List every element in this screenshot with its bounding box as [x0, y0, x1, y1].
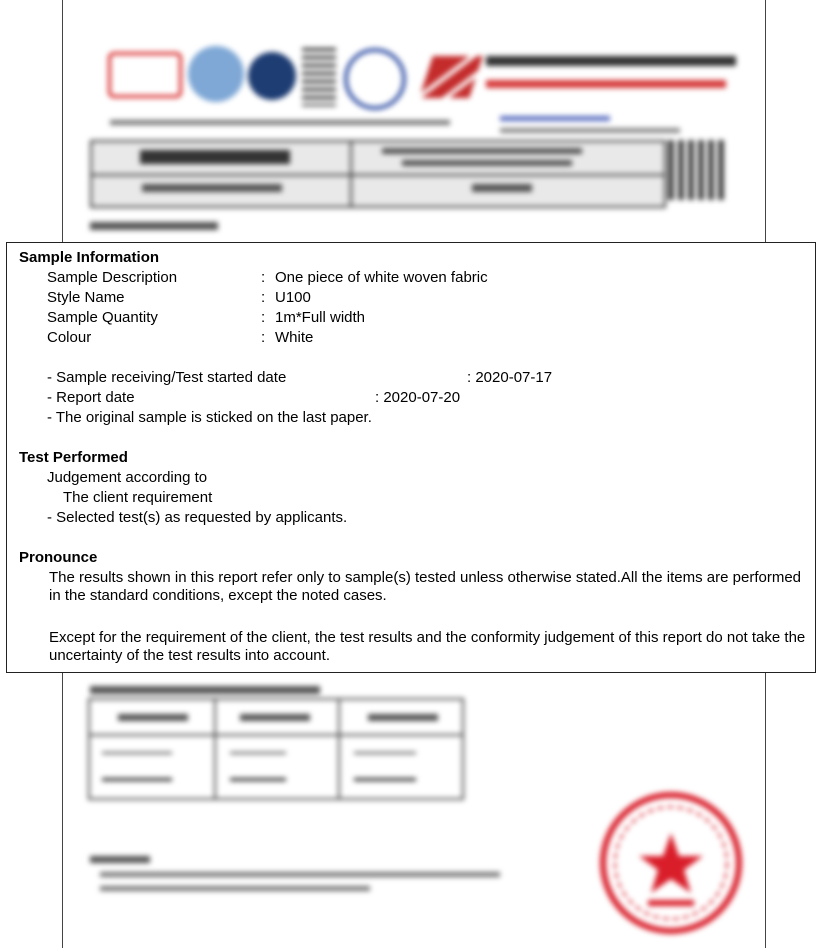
bottom-pronounce-line: [100, 872, 500, 877]
selected-tests-note: - Selected test(s) as requested by applicants.: [47, 509, 348, 526]
signature-approver: [102, 752, 172, 781]
report-number: [142, 184, 282, 192]
applicant-information-heading: [90, 222, 218, 230]
approved-by-caption: [118, 714, 188, 721]
sample-information-heading: Sample Information: [19, 249, 160, 266]
accreditation-text-logo: [302, 48, 336, 106]
report-title: [140, 150, 290, 164]
field-separator: :: [261, 329, 266, 346]
field-label: Colour: [47, 329, 92, 346]
security-code: [402, 160, 572, 166]
company-contact: [500, 128, 680, 133]
note-label: - Report date: [47, 389, 135, 406]
note-label: - Sample receiving/Test started date: [47, 369, 287, 386]
test-performed-heading: Test Performed: [19, 449, 128, 466]
pronounce-paragraph: The results shown in this report refer only to sample(s) tested unless otherwise stated.All the items are performed in the standard conditions, except the noted cases.: [49, 569, 801, 604]
bottom-pronounce-line: [100, 886, 370, 891]
page-number: [472, 184, 532, 192]
accreditation-logos: [108, 44, 748, 114]
company-name-english: [486, 80, 726, 88]
field-label: Sample Description: [47, 269, 178, 286]
signature-table: [88, 698, 464, 800]
signoff-company: [90, 686, 320, 694]
judgement-value: The client requirement: [63, 489, 213, 506]
ilac-logo: [188, 46, 244, 102]
field-label: Style Name: [47, 289, 125, 306]
field-separator: :: [261, 289, 266, 306]
report-date-value: : 2020-07-20: [375, 389, 461, 406]
field-label: Sample Quantity: [47, 309, 158, 326]
sample-description-value: One piece of white woven fabric: [275, 269, 488, 286]
main-testing-by-caption: [240, 714, 310, 721]
report-header-table: [90, 140, 666, 208]
note-text: - The original sample is sticked on the last paper.: [47, 409, 372, 426]
style-name-value: U100: [275, 289, 311, 306]
report-excerpt: [6, 242, 816, 673]
company-name-chinese: [486, 56, 736, 66]
signature-preparer: [354, 752, 416, 781]
field-separator: :: [261, 309, 266, 326]
company-address: [110, 120, 450, 125]
company-website: [500, 116, 610, 121]
judgement-label: Judgement according to: [47, 469, 208, 486]
company-logo: [419, 56, 483, 98]
bottom-pronounce-heading: [90, 856, 150, 863]
field-separator: :: [261, 269, 266, 286]
prepare-by-caption: [368, 714, 438, 721]
pronounce-heading: Pronounce: [19, 549, 98, 566]
receiving-date-value: : 2020-07-17: [467, 369, 553, 386]
signature-tester: [230, 752, 286, 781]
colour-value: White: [275, 329, 314, 346]
pronounce-paragraph: Except for the requirement of the client, the test results and the conformity judgement of this report do not take the uncertainty of the test results into account.: [49, 629, 806, 664]
security-check-web: [382, 148, 582, 154]
sample-quantity-value: 1m*Full width: [275, 309, 366, 326]
company-seal: [596, 788, 746, 938]
cma-logo: [108, 52, 182, 98]
qr-code: [668, 140, 728, 200]
cl-logo: [344, 48, 406, 110]
cnas-logo: [248, 52, 296, 100]
